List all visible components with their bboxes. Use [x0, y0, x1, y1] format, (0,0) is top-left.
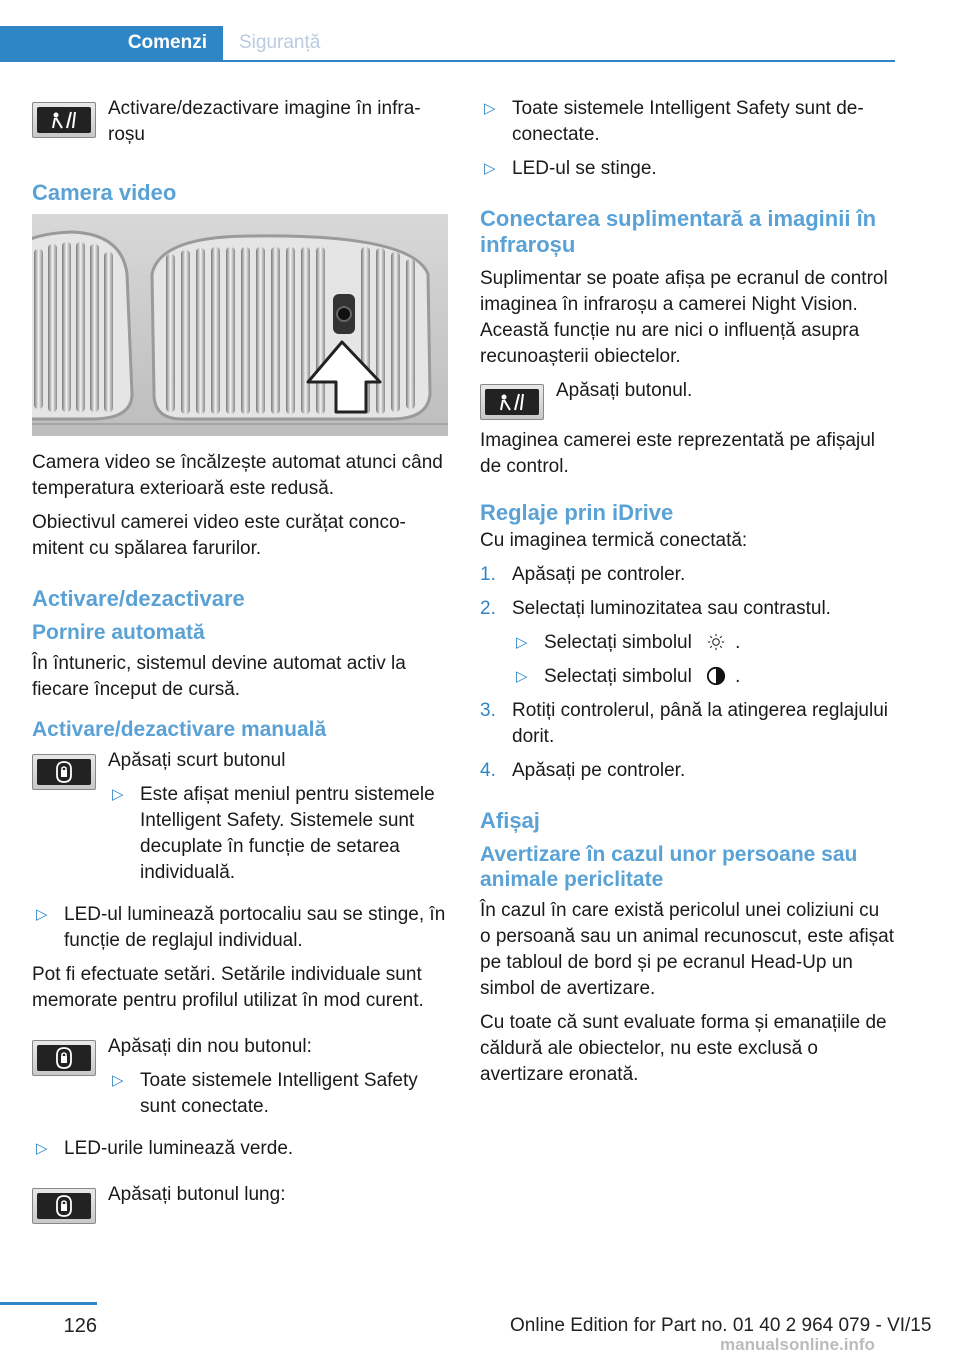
edition-text: Online Edition for Part no. 01 40 2 964 079 - VI/15	[510, 1315, 932, 1336]
page-number: 126	[63, 1315, 97, 1337]
intelligent-safety-button-icon	[32, 1040, 96, 1076]
camera-paragraph-2: Obiectivul camerei video este curățat concomitent cu spălarea farurilor.	[32, 512, 406, 559]
auto-start-heading: Pornire automată	[32, 621, 205, 644]
watermark-text: manualsonline.info	[720, 1335, 875, 1354]
list-item-contrast: ▷ Selectați simbolul .	[512, 664, 895, 690]
triangle-bullet-icon: ▷	[112, 786, 124, 803]
camera-grille-photo	[32, 214, 448, 436]
intelligent-safety-button-icon	[32, 754, 96, 790]
list-item-step-4: 4. Apăsați pe controler.	[480, 760, 686, 781]
extra-infrared-heading: Conectarea suplimentară a imaginii în infraroșu	[480, 206, 877, 257]
press-long-text: Apăsați butonul lung:	[108, 1184, 286, 1205]
press-again-row	[32, 1034, 450, 1128]
list-item-connected: ▷ Toate sistemele Intelligent Safety sunt conectate.	[112, 1070, 418, 1117]
press-long-row	[32, 1182, 450, 1224]
left-column	[32, 96, 450, 1232]
contrast-icon	[705, 666, 727, 686]
list-item-led-orange: ▷ LED-ul luminează portocaliu sau se stinge, în funcție de reglajul individual.	[36, 904, 446, 951]
triangle-bullet-icon: ▷	[516, 668, 528, 685]
display-heading: Afișaj	[480, 808, 540, 833]
settings-paragraph: Pot fi efectuate setări. Setările individuale sunt memorate pentru profilul utilizat în mod curent.	[32, 964, 424, 1011]
chapter-tabs	[0, 26, 895, 62]
night-vision-button-icon	[480, 384, 544, 420]
tab-comenzi[interactable]: Comenzi	[0, 26, 223, 60]
infrared-toggle-row	[32, 96, 450, 156]
warning-paragraph-2: Cu toate că sunt evaluate forma și emanațiile de căldură ale obiectelor, nu este exclusă o avertizare eronată.	[480, 1012, 887, 1085]
list-item-disconnected: ▷ Toate sistemele Intelligent Safety sunt deconectate.	[484, 98, 864, 145]
camera-heading: Camera video	[32, 180, 177, 205]
triangle-bullet-icon: ▷	[36, 906, 48, 923]
list-item-brightness: ▷ Selectați simbolul .	[512, 630, 895, 656]
camera-paragraph-1: Camera video se încălzește automat atunci când temperatura exterioară este redusă.	[32, 452, 443, 499]
extra-infrared-paragraph: Suplimentar se poate afișa pe ecranul de control imaginea în infraroșu a camerei Night Vision. Această funcție nu are nici o influență asupra recunoașterii obiectelor.	[480, 268, 888, 367]
triangle-bullet-icon: ▷	[484, 100, 496, 117]
list-item-led-green: ▷ LED-urile luminează verde.	[32, 1136, 450, 1162]
warning-paragraph-1: În cazul în care există pericolul unei coliziuni cu o persoană sau un animal recunoscut, este afișat pe tabloul de bord și pe ecranul Head-Up un simbol de avertizare.	[480, 900, 895, 999]
idrive-steps	[480, 562, 895, 784]
triangle-bullet-icon: ▷	[516, 634, 528, 651]
press-again-text: Apăsați din nou butonul:	[108, 1036, 312, 1057]
infrared-toggle-text: Activare/dezactivare imagine în infraroșu	[108, 98, 421, 145]
press-button-text: Apăsați butonul.	[556, 380, 693, 401]
auto-start-paragraph: În întuneric, sistemul devine automat activ la fiecare început de cursă.	[32, 653, 406, 700]
triangle-bullet-icon: ▷	[36, 1140, 48, 1157]
triangle-bullet-icon: ▷	[112, 1072, 124, 1089]
night-vision-button-icon	[32, 102, 96, 138]
right-column	[480, 96, 895, 1096]
idrive-heading: Reglaje prin iDrive	[480, 500, 674, 525]
warning-heading: Avertizare în cazul unor persoane sau animale periclitate	[480, 843, 858, 891]
list-item-menu: ▷ Este afișat meniul pentru sistemele Intelligent Safety. Sistemele sunt decuplate în funcție de setarea individuală.	[112, 784, 435, 883]
manual-heading: Activare/dezactivare manuală	[32, 718, 327, 741]
intelligent-safety-button-icon	[32, 1188, 96, 1224]
press-button-row	[480, 378, 895, 420]
footer-rule	[0, 1302, 97, 1305]
tab-siguranta[interactable]: Siguranță	[239, 32, 321, 53]
activation-heading: Activare/dezactivare	[32, 586, 245, 611]
idrive-intro: Cu imaginea termică conectată:	[480, 530, 748, 551]
list-item-led-off: ▷ LED-ul se stinge.	[480, 156, 895, 182]
list-item-step-1: 1. Apăsați pe controler.	[480, 564, 686, 585]
list-item-step-2: 2. Selectați luminozitatea sau contrastul. ▷ Selectați simbolul . ▷ Selectați simbolul .	[480, 596, 895, 690]
display-paragraph: Imaginea camerei este reprezentată pe afișajul de control.	[480, 430, 876, 477]
press-short-row	[32, 748, 450, 894]
triangle-bullet-icon: ▷	[484, 160, 496, 177]
list-item-step-3: 3. Rotiți controlerul, până la atingerea reglajului dorit.	[480, 700, 889, 747]
sun-icon	[705, 633, 727, 651]
press-short-text: Apăsați scurt butonul	[108, 750, 286, 771]
